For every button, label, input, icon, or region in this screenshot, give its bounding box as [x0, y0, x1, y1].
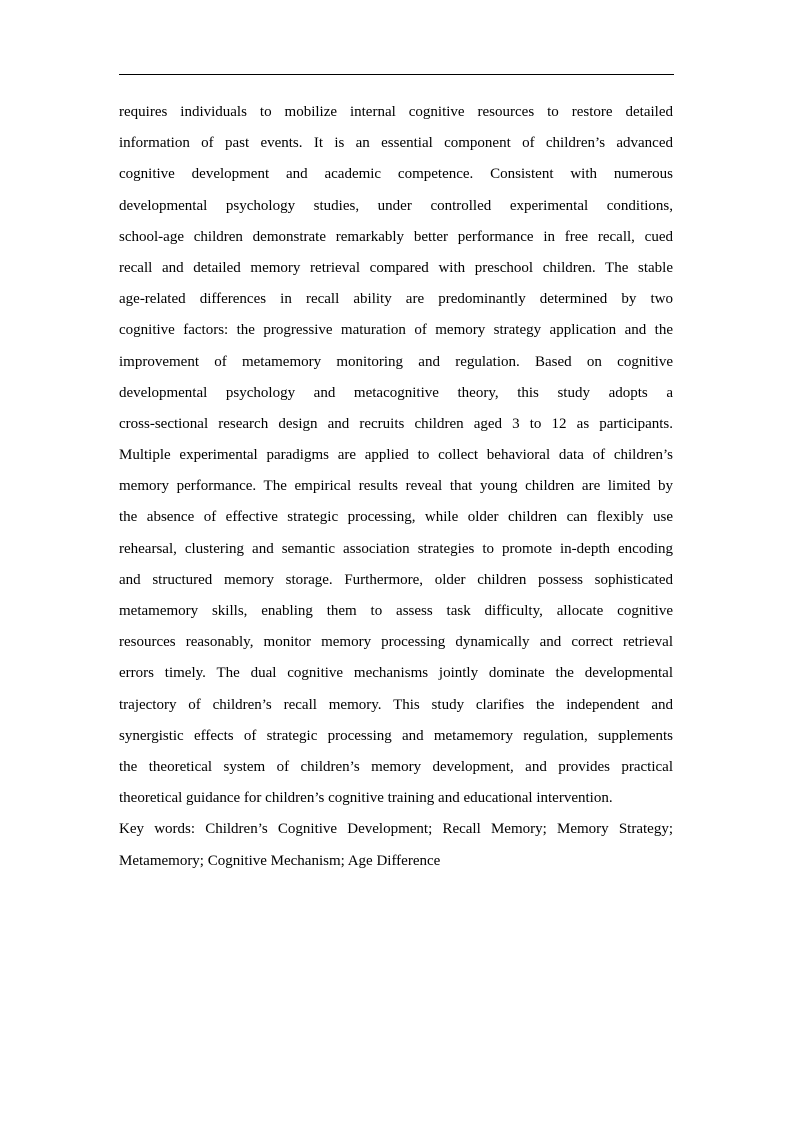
abstract-line: improvement of metamemory monitoring and regulation. Based on cognitive — [119, 353, 673, 370]
abstract-line: rehearsal, clustering and semantic association strategies to promote in-depth encoding — [119, 540, 673, 557]
keywords — [119, 814, 673, 876]
abstract-line: the absence of effective strategic processing, while older children can flexibly use — [119, 509, 673, 526]
abstract-line: Multiple experimental paradigms are applied to collect behavioral data of children’s — [119, 447, 673, 464]
abstract-line: cross-sectional research design and recruits children aged 3 to 12 as participants. — [119, 415, 673, 432]
abstract-line: recall and detailed memory retrieval compared with preschool children. The stable — [119, 259, 673, 276]
abstract-line: metamemory skills, enabling them to assess task difficulty, allocate cognitive — [119, 603, 673, 619]
abstract-line: developmental psychology and metacognitive theory, this study adopts a — [119, 384, 673, 401]
abstract-line: synergistic effects of strategic processing and metamemory regulation, supplements — [119, 727, 673, 744]
abstract-paragraph — [119, 97, 673, 814]
abstract-line: resources reasonably, monitor memory processing dynamically and correct retrieval — [119, 634, 673, 651]
abstract-line: information of past events. It is an essential component of children’s advanced — [119, 135, 673, 152]
abstract-line: and structured memory storage. Furthermore, older children possess sophisticated — [119, 571, 673, 588]
page-body — [119, 97, 673, 877]
abstract-line: errors timely. The dual cognitive mechanisms jointly dominate the developmental — [119, 665, 673, 682]
abstract-line: trajectory of children’s recall memory. This study clarifies the independent and — [119, 696, 673, 713]
abstract-line: cognitive factors: the progressive maturation of memory strategy application and the — [119, 322, 673, 339]
abstract-line: school-age children demonstrate remarkably better performance in free recall, cued — [119, 228, 673, 245]
keywords-line: Key words: Children’s Cognitive Development; Recall Memory; Memory Strategy; — [119, 821, 673, 838]
abstract-line: developmental psychology studies, under controlled experimental conditions, — [119, 197, 673, 214]
abstract-line: cognitive development and academic competence. Consistent with numerous — [119, 166, 673, 183]
abstract-line: memory performance. The empirical results reveal that young children are limited by — [119, 478, 673, 495]
abstract-line: theoretical guidance for children’s cognitive training and educational intervention. — [119, 790, 613, 807]
abstract-line: age-related differences in recall ability are predominantly determined by two — [119, 291, 673, 308]
abstract-line: the theoretical system of children’s memory development, and provides practical — [119, 758, 673, 775]
header-rule — [119, 74, 674, 75]
abstract-line: requires individuals to mobilize internal cognitive resources to restore detailed — [119, 104, 673, 120]
keywords-line: Metamemory; Cognitive Mechanism; Age Difference — [119, 852, 441, 869]
